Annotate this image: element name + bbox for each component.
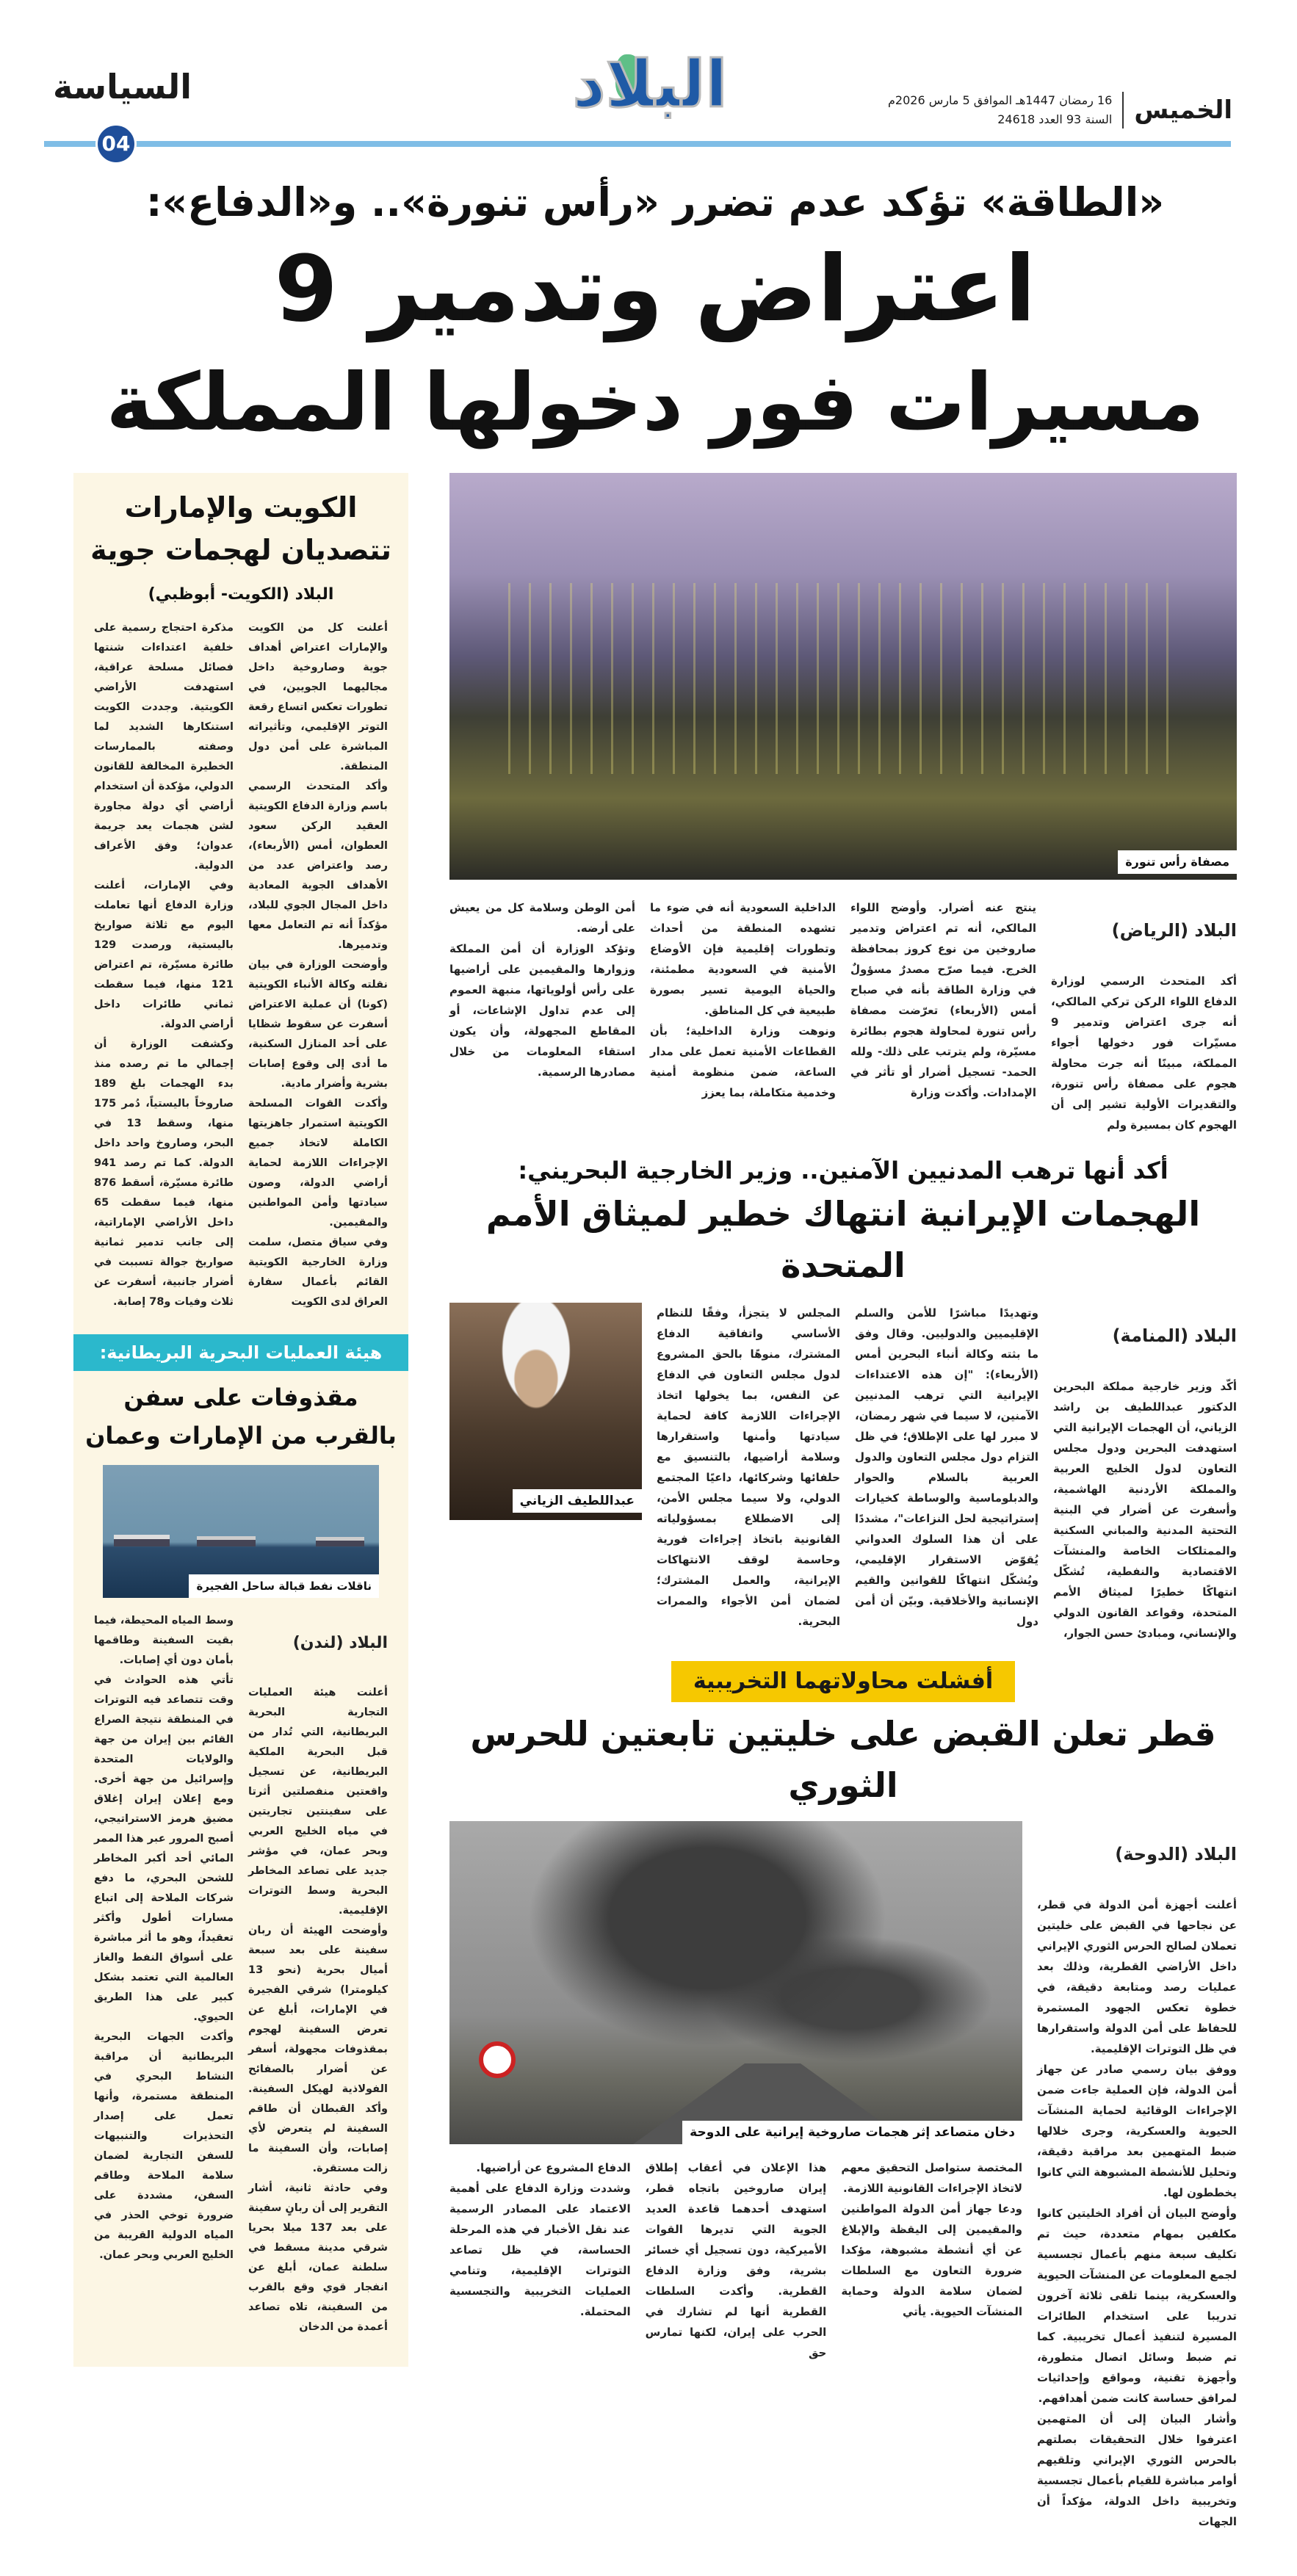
speed-sign-icon bbox=[479, 2041, 516, 2078]
qatar-column-2: هذا الإعلان في أعقاب إطلاق إيران صاروخين باتجاه قطر، استهدف أحدهما قاعدة العديد الجوية التي تديرها القوات الأميركية، دون تسجيل أي خسائر بشرية، وفق وزارة الدفاع القطرية. وأكدت السلطات القطرية أنها لم تشارك في الحرب على إيران، لكنها تمارس حق bbox=[645, 2161, 827, 2359]
header-rule bbox=[44, 141, 1231, 147]
kuwait-body bbox=[73, 618, 408, 1312]
lead-kicker: «الطاقة» تؤكد عدم تضرر «رأس تنورة».. و«الدفاع»: bbox=[145, 179, 1165, 225]
kuwait-headline-2: تتصديان لهجمات جوية bbox=[90, 534, 391, 566]
lead-byline: البلاد (الرياض) bbox=[1111, 920, 1237, 941]
bahrain-story bbox=[449, 1153, 1237, 1643]
date-block bbox=[888, 91, 1232, 129]
doha-smoke-photo bbox=[449, 1821, 1022, 2144]
page-number-badge: 04 bbox=[95, 123, 137, 164]
lead-column-1-wrap bbox=[1051, 897, 1237, 1135]
qatar-label-wrap bbox=[449, 1661, 1237, 1702]
bahrain-body bbox=[449, 1303, 1237, 1643]
lead-column-1: أكد المتحدث الرسمي لوزارة الدفاع اللواء الركن تركي المالكي، أنه جرى اعتراض وتدمير 9 مسيّرات فور دخولها أجواء المملكة، مبينًا أنه جرت محاولة هجوم على مصفاة رأس تنورة، والتقديرات الأولية تشير إلى أن الهجوم كان بمسيرة ولم bbox=[1051, 974, 1237, 1132]
refinery-structures bbox=[508, 583, 1169, 774]
bahrain-byline: البلاد (المنامة) bbox=[1112, 1325, 1237, 1346]
day-label: الخميس bbox=[1134, 95, 1232, 125]
lead-headline-line1: اعتراض وتدمير 9 bbox=[274, 236, 1036, 342]
kuwait-column-2: مذكرة احتجاج رسمية على خلفية اعتداءات شنتها فصائل مسلحة عراقية، استهدفت الأراضي الكويتية. وجددت الكويت استنكارها الشديد لما وصفته بالممارسات الخطيرة المخالفة للقانون الدولي، مؤكدة أن استخدام أراضي أي دولة مجاورة لشن هجمات يعد جريمة عدوان؛ وفق الأعراف الدولية. وفي الإمارات، أعلنت وزارة الدفاع أنها تعاملت اليوم مع ثلاثة صواريخ باليستية، ورصدت 129 طائرة مسيّرة، تم اعتراض 121 منها، فيما سقطت ثماني طائرات داخل أراضي الدولة. وكشفت الوزارة أن إجمالي ما تم رصده منذ بدء الهجمات بلغ 189 صاروخاً باليستياً، دُمر 175 منها، وسقط 13 في البحر، وصاروخ واحد داخل الدولة. كما تم رصد 941 طائرة مسيّرة، أسقط 876 منها، فيما سقطت 65 داخل الأراضي الإماراتية، إلى جانب تدمير ثمانية صواريخ جوالة تسببت في أضرار جانبية، أسفرت عن ثلاث وفيات و78 إصابة. bbox=[94, 622, 234, 1308]
tankers-caption: ناقلات نفط قبالة ساحل الفجيرة bbox=[189, 1574, 379, 1598]
logo bbox=[558, 48, 742, 129]
bahrain-column-3: المجلس لا يتجزأ، وفقًا للنظام الأساسي واتفاقية الدفاع المشترك، منوهًا بالحق المشروع لدول مجلس التعاون في الدفاع عن النفس، بما يخولها اتخاذ الإجراءات اللازمة كافة لحماية سيادتها وأمنها واستقرارها وسلامة أراضيها، بالتنسيق مع حلفائها وشركائها، داعيًا المجتمع الدولي، ولا سيما مجلس الأمن، إلى الاضطلاع بمسؤولياته القانونية باتخاذ إجراءات فورية وحاسمة لوقف الانتهاكات الإيرانية، والعمل المشترك؛ لضمان أمن الأجواء والممرات البحرية. bbox=[657, 1306, 840, 1628]
zayani-caption: عبداللطيف الزياني bbox=[513, 1489, 642, 1513]
lead-column-3: الداخلية السعودية أنه في ضوء ما تشهده المنطقة من أحداث وتطورات إقليمية فإن الأوضاع الأمنية في السعودية مطمئنة، والحياة اليومية تسير بصورة طبيعية في كل المناطق. ونوهت وزارة الداخلية؛ بأن القطاعات الأمنية تعمل على مدار الساعة، ضمن منظومة أمنية وخدمية متكاملة، بما يعزز bbox=[650, 901, 836, 1099]
tankers-photo bbox=[103, 1465, 379, 1598]
kuwait-byline: البلاد (الكويت- أبوظبي) bbox=[148, 585, 334, 604]
qatar-byline: البلاد (الدوحة) bbox=[1115, 1844, 1237, 1864]
sidebar bbox=[73, 473, 408, 2367]
lead-headlines bbox=[0, 169, 1297, 458]
tanker-ship bbox=[197, 1536, 256, 1546]
doha-caption: دخان متصاعد إثر هجمات صاروخية إيرانية على الدوحة bbox=[682, 2121, 1022, 2144]
maritime-headline-2: بالقرب من الإمارات وعمان bbox=[85, 1422, 397, 1450]
qatar-bottom-columns bbox=[449, 2157, 1022, 2363]
tanker-ship bbox=[316, 1537, 364, 1546]
tanker-ship bbox=[114, 1535, 170, 1546]
header-divider bbox=[1122, 92, 1124, 129]
qatar-label: أفشلت محاولاتهما التخريبية bbox=[671, 1661, 1015, 1702]
bahrain-column-2: وتهديدًا مباشرًا للأمن والسلم الإقليميين والدوليين. وقال وفق ما بثته وكالة أنباء البحرين أمس (الأربعاء): "إن هذه الاعتداءات الإيرانية التي ترهب المدنيين الآمنين، لا سيما في شهر رمضان، لا مبرر لها على الإطلاق؛ في ظل التزام دول مجلس التعاون والدول العربية بالسلام والحوار والدبلوماسية والوساطة كخيارات إستراتيجية لحل النزاعات"، مشددًا على أن هذا السلوك العدواني يُقوّض الاستقرار الإقليمي، ويُشكّل انتهاكًا للقوانين والقيم الإنسانية والأخلاقية. وبيّن أن أمن دول bbox=[855, 1306, 1038, 1628]
kuwait-headline-1: الكويت والإمارات bbox=[124, 491, 358, 524]
qatar-body bbox=[449, 1821, 1237, 2532]
zayani-photo bbox=[449, 1303, 642, 1520]
date-line: 16 رمضان 1447هـ الموافق 5 مارس 2026م bbox=[888, 93, 1113, 107]
maritime-body bbox=[73, 1611, 408, 2337]
lead-article bbox=[449, 897, 1237, 1135]
bahrain-column-1: أكّد وزير خارجية مملكة البحرين الدكتور عبداللطيف بن راشد الزياني، أن الهجمات الإيرانية التي استهدفت البحرين ودول مجلس التعاون لدول الخليج العربية والمملكة الأردنية الهاشمية، وأسفرت عن أضرار في البنية التحتية المدنية والمباني السكنية والممتلكات الخاصة والمنشآت الاقتصادية والنفطية، تُشكّل انتهاكًا خطيرًا لميثاق الأمم المتحدة، وقواعد القانون الدولي والإنساني، ومبادئ حسن الجوار، bbox=[1053, 1380, 1237, 1640]
refinery-photo bbox=[449, 473, 1237, 880]
main-column bbox=[449, 473, 1237, 2532]
kuwait-column-1: أعلنت كل من الكويت والإمارات اعتراض أهداف جوية وصاروخية داخل مجاليهما الجويين، في تطورات تعكس اتساع رقعة التوتر الإقليمي، وتأثيراته المباشرة على أمن دول المنطقة. وأكد المتحدث الرسمي باسم وزارة الدفاع الكويتية العقيد الركن سعود العطوان، أمس (الأربعاء)، رصد واعتراض عدد من الأهداف الجوية المعادية داخل المجال الجوي للبلاد، مؤكداً أنه تم التعامل معها وتدميرها. وأوضحت الوزارة في بيان نقلته وكالة الأنباء الكويتية (كونا) أن عملية الاعتراض أسفرت عن سقوط شظايا على أحد المنازل السكنية، ما أدى إلى وقوع إصابات بشرية وأضرار مادية. وأكدت القوات المسلحة الكويتية استمرار جاهزيتها الكاملة لاتخاذ جميع الإجراءات اللازمة لحماية أراضي الدولة، وصون سيادتها وأمن المواطنين والمقيمين. وفي سياق متصل، سلمت وزارة الخارجية الكويتية القائم بأعمال سفارة العراق لدى الكويت bbox=[248, 622, 388, 1308]
bahrain-kicker: أكد أنها ترهب المدنيين الآمنين.. وزير الخارجية البحريني: bbox=[518, 1157, 1168, 1184]
section-name: السياسة bbox=[53, 67, 192, 106]
qatar-column-3: الدفاع المشروع عن أراضيها. وشددت وزارة الدفاع على أهمية الاعتماد على المصادر الرسمية عند نقل الأخبار في هذه المرحلة الحساسة، في ظل تصاعد التوترات الإقليمية، وتنامي العمليات التخريبية والتجسسية المحتملة. bbox=[449, 2161, 631, 2318]
content-area bbox=[0, 458, 1297, 2576]
date-info bbox=[888, 91, 1112, 129]
qatar-column-1: المختصة ستواصل التحقيق معهم لاتخاذ الإجراءات القانونية اللازمة. ودعا جهاز أمن الدولة المواطنين والمقيمين إلى اليقظة والإبلاغ عن أي أنشطة مشبوهة، مؤكدا ضرورة التعاون مع السلطات لضمان سلامة الدولة وحماية المنشآت الحيوية. يأتي bbox=[841, 2161, 1022, 2318]
maritime-column-1-wrap bbox=[248, 1611, 388, 2337]
maritime-label: هيئة العمليات البحرية البريطانية: bbox=[73, 1334, 408, 1371]
maritime-headline-1: مقذوفات على سفن bbox=[123, 1383, 358, 1411]
issue-line: السنة 93 العدد 24618 bbox=[997, 112, 1113, 126]
qatar-story bbox=[449, 1661, 1237, 2532]
bahrain-headline: الهجمات الإيرانية انتهاك خطير لميثاق الأمم المتحدة bbox=[485, 1194, 1201, 1285]
maritime-column-1: أعلنت هيئة العمليات التجارية البحرية البريطانية، التي تُدار من قبل البحرية الملكية البريطانية، عن تسجيل واقعتين منفصلتين أثرتا على سفينتين تجاريتين في مياه الخليج العربي وبحر عمان، في مؤشر جديد على تصاعد المخاطر البحرية وسط التوترات الإقليمية. وأوضحت الهيئة أن ربان سفينة على بعد سبعة أميال بحرية (نحو 13 كيلومترا) شرقي الفجيرة في الإمارات، أبلغ عن تعرض السفينة لهجوم بمقذوفات مجهولة، أسفر عن أضرار بالصفائح الفولاذية لهيكل السفينة. وأكد القبطان أن طاقم السفينة لم يتعرض لأي إصابات، وأن السفينة ما زالت مستقرة. وفي حادثة ثانية، أشار التقرير إلى أن ربانٍ سفينة على بعد 137 ميلا بحريا شرقي مدينة مسقط في سلطنة عمان، أبلغ عن انفجار قوي وقع بالقرب من السفينة، تلاه تصاعد أعمدة من الدخان bbox=[248, 1687, 388, 2333]
refinery-caption: مصفاة رأس تنورة bbox=[1118, 850, 1237, 874]
masthead bbox=[0, 0, 1297, 169]
qatar-side-wrap bbox=[1037, 1821, 1237, 2532]
bahrain-column-1-wrap bbox=[1053, 1303, 1237, 1643]
logo-text: البلاد bbox=[572, 46, 728, 122]
lead-column-4: أمن الوطن وسلامة كل من يعيش على أرضه. وتؤكد الوزارة أن أمن المملكة وزوارها والمقيمين على أراضيها على رأس أولوياتها، منبهة العموم إلى عدم تداول الإشاعات، أو المقاطع المجهولة، وأن يكون استقاء المعلومات من خلال مصادرها الرسمية. bbox=[449, 901, 635, 1079]
lead-headline-line2: مسيرات فور دخولها المملكة bbox=[106, 357, 1204, 449]
maritime-byline: البلاد (لندن) bbox=[292, 1634, 388, 1652]
maritime-column-2: وسط المياه المحيطة، فيما بقيت السفينة وطاقمها بأمان دون أي إصابات. تأتي هذه الحوادث في وقت تتصاعد فيه التوترات في المنطقة نتيجة الصراع القائم بين إيران من جهة والولايات المتحدة وإسرائيل من جهة أخرى. ومع إعلان إيران إغلاق مضيق هرمز الاستراتيجي، أصبح المرور عبر هذا الممر المائي أحد أكبر المخاطر للشحن البحري، ما دفع شركات الملاحة إلى اتباع مسارات أطول وأكثر تعقيداً، وهو ما أثر مباشرة على أسواق النفط والغاز العالمية التي تعتمد بشكل كبير على هذا الطريق الحيوي. وأكدت الجهات البحرية البريطانية أن مراقبة النشاط البحري في المنطقة مستمرة، وأنها تعمل على إصدار التحذيرات والتنبيهات للسفن التجارية لضمان سلامة الملاحة وطاقم السفن، مشددة على ضرورة توخي الحذر في المياه الدولية القريبة من الخليج العربي وبحر عمان. bbox=[94, 1615, 234, 2261]
qatar-headline: قطر تعلن القبض على خليتين تابعتين للحرس الثوري bbox=[470, 1714, 1216, 1805]
qatar-left-block bbox=[449, 1821, 1022, 2363]
qatar-side-column: أعلنت أجهزة أمن الدولة في قطر، عن نجاحها في القبض على خليتين تعملان لصالح الحرس الثوري الإيراني داخل الأراضي القطرية، وذلك بعد عمليات رصد ومتابعة دقيقة، في خطوة تعكس الجهود المستمرة للحفاظ على أمن الدولة واستقرارها في ظل التوترات الإقليمية. ووفق بيان رسمي صادر عن جهاز أمن الدولة، فإن العملية جاءت ضمن الإجراءات الوقائية لحماية المنشآت الحيوية والعسكرية، وجرى خلالها ضبط المتهمين بعد مراقبة دقيقة، وتحليل للأنشطة المشبوهة التي كانوا يخططون لها. وأوضح البيان أن أفراد الخليتين كانوا مكلفين بمهام متعددة، حيث تم تكليف سبعة منهم بأعمال تجسسية لجمع المعلومات عن المنشآت الحيوية والعسكرية، بينما تلقى ثلاثة آخرون تدريبا على استخدام الطائرات المسيرة لتنفيذ أعمال تخريبية. كما تم ضبط وسائل اتصال متطورة، وأجهزة تقنية، ومواقع وإحداثيات لمرافق حساسة كانت ضمن أهدافهم. وأشار البيان إلى أن المتهمين اعترفوا خلال التحقيقات بصلتهم بالحرس الثوري الإيراني وتلقيهم أوامر مباشرة للقيام بأعمال تجسسية وتخريبية داخل الدولة، مؤكداً أن الجهات bbox=[1037, 1898, 1237, 2528]
lead-column-2: ينتج عنه أضرار. وأوضح اللواء المالكي، أنه تم اعتراض وتدمير صاروخين من نوع كروز بمحافظة الخرج. فيما صرّح مصدرٌ مسؤولٌ في وزارة الطاقة بأنه في صباح أمس (الأربعاء) تعرّضت مصفاة رأس تنورة لمحاولة هجوم بطائرة مسيّرة، ولم يترتب على ذلك- ولله الحمد- تسجيل أضرار أو تأثر في الإمدادات. وأكدت وزارة bbox=[850, 901, 1036, 1099]
